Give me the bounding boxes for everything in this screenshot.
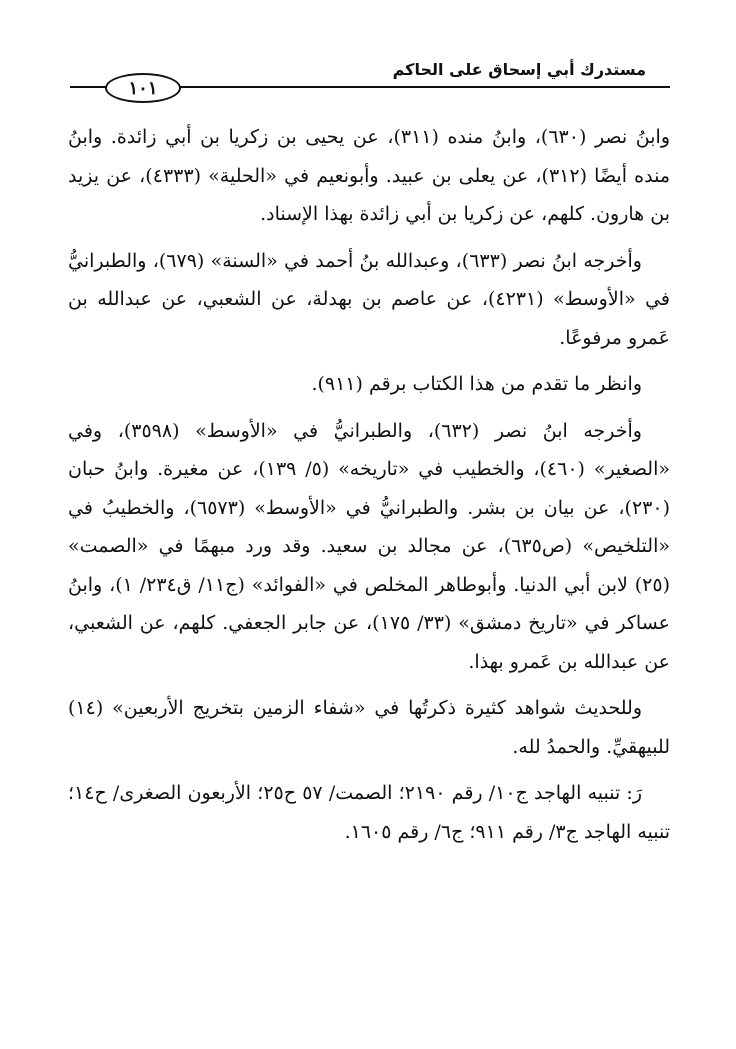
sources-note: رَ: تنبيه الهاجد ج١٠/ رقم ٢١٩٠؛ الصمت/ ٥٧ ح٢٥؛ الأربعون الصغرى/ ح١٤؛ تنبيه الهاجد ج٣/ رقم ٩١١؛ ج٦/ رقم ١٦٠٥. [68,782,670,843]
paragraph-5: وللحديث شواهد كثيرة ذكرتُها في «شفاء الزمين بتخريج الأربعين» (١٤) للبيهقيِّ. والحمدُ لله. [68,697,670,758]
paragraph-3: وانظر ما تقدم من هذا الكتاب برقم (٩١١). [311,373,642,395]
body-text [68,118,670,859]
running-header-title: مستدرك أبي إسحاق على الحاكم [392,60,646,79]
paragraph-1: وابنُ نصر (٦٣٠)، وابنُ منده (٣١١)، عن يحيى بن زكريا بن أبي زائدة. وابنُ منده أيضًا (٣١٢)، عن يعلى بن عبيد. وأبونعيم في «الحلية» (٤٣٣٣)، عن يزيد بن هارون. كلهم، عن زكريا بن أبي زائدة بهذا الإسناد. [68,126,671,225]
paragraph-2: وأخرجه ابنُ نصر (٦٣٣)، وعبدالله بنُ أحمد في «السنة» (٦٧٩)، والطبرانيُّ في «الأوسط» (٤٢٣١)، عن عاصم بن بهدلة، عن الشعبي، عن عبدالله بن عَمرو مرفوعًا. [68,249,671,349]
paragraph-4: وأخرجه ابنُ نصر (٦٣٢)، والطبرانيُّ في «الأوسط» (٣٥٩٨)، وفي «الصغير» (٤٦٠)، والخطيب في «تاريخه» (٥/ ١٣٩)، عن مغيرة. وابنُ حبان (٢٣٠)، عن بيان بن بشر. والطبرانيُّ في «الأوسط» (٦٥٧٣)، والخطيبُ في «التلخيص» (ص٦٣٥)، عن مجالد بن سعيد. وقد ورد مبهمًا في «الصمت» (٢٥) لابن أبي الدنيا. وأبوطاهر المخلص في «الفوائد» (ج١١/ ق٢٣٤/ ١)، وابنُ عساكر في «تاريخ دمشق» (٣٣/ ١٧٥)، عن جابر الجعفي. كلهم، عن الشعبي، عن عبدالله بن عَمرو بهذا. [68,419,671,673]
page-number-badge: ١٠١ [105,73,181,103]
